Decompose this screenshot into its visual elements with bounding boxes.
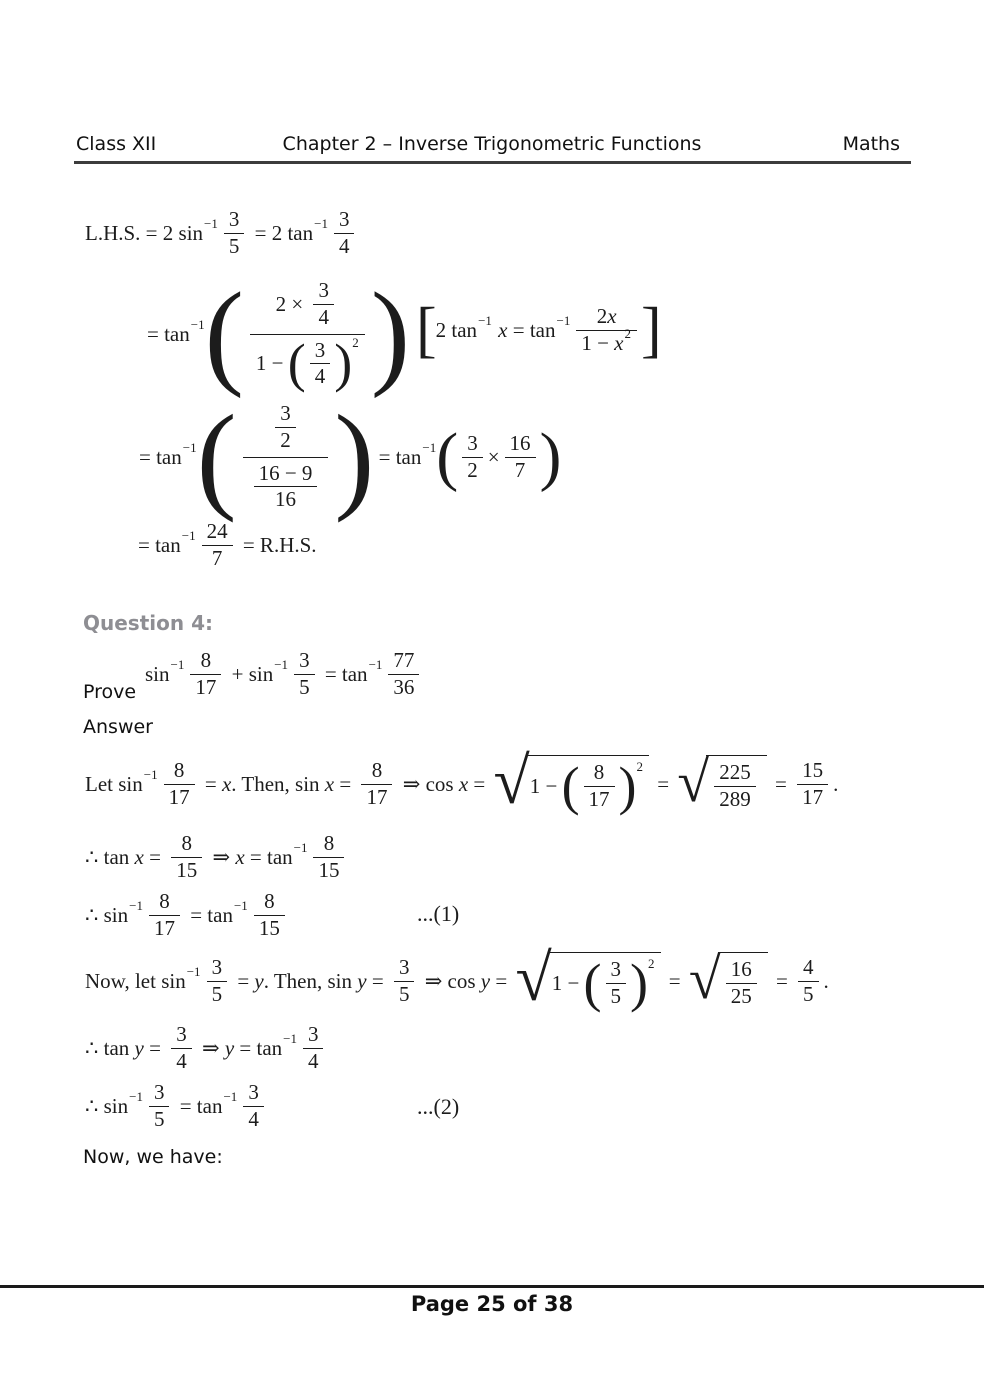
fraction-denominator: 7: [505, 457, 536, 484]
solution-line-5: [85, 1021, 328, 1075]
fraction-numerator: 3: [314, 337, 326, 362]
fraction: [164, 758, 195, 810]
fraction-denominator: 17: [164, 784, 195, 811]
fraction: [576, 304, 637, 356]
fraction-denominator: 4: [313, 304, 334, 331]
fraction-denominator: 4: [334, 233, 355, 260]
fraction-denominator: [243, 457, 329, 516]
math-text: .: [823, 968, 829, 993]
math-text: ⇒ cos: [419, 968, 481, 993]
fraction: [243, 398, 329, 515]
fraction: [462, 431, 483, 483]
fraction-denominator: 5: [207, 981, 228, 1008]
paren-close-icon: ): [618, 756, 637, 817]
fraction-numerator: [250, 275, 365, 333]
math-variable: x: [614, 330, 624, 355]
fraction-numerator: 4: [803, 954, 814, 979]
fraction: [303, 1022, 324, 1074]
fraction: [361, 758, 392, 810]
fraction-denominator: 5: [798, 981, 819, 1008]
radicand: [706, 755, 767, 812]
answer-label: Answer: [83, 716, 153, 738]
math-variable: y: [357, 968, 367, 993]
math-text: ⇒ cos: [397, 771, 459, 796]
math-variable: y: [254, 968, 264, 993]
solution-line-1: [85, 745, 839, 820]
fraction: [171, 1022, 192, 1074]
paren-open-icon: (: [583, 953, 602, 1014]
question-heading: Question 4:: [83, 611, 213, 635]
math-text: ...(1): [417, 901, 460, 926]
math-text: = tan: [184, 902, 233, 927]
fraction-numerator: 24: [206, 518, 228, 543]
fraction-numerator: 3: [228, 206, 240, 231]
math-text: ...(2): [417, 1094, 460, 1119]
paren-open-icon: (: [436, 420, 459, 494]
superscript: −1: [182, 440, 197, 455]
fraction-numerator: 16 − 9: [258, 460, 313, 485]
square-root: [515, 942, 660, 1016]
math-text: . Then, sin: [231, 771, 325, 796]
fraction: [388, 648, 419, 700]
superscript: −1: [143, 767, 158, 782]
fraction-numerator: 8: [371, 757, 383, 782]
page-number: Page 25 of 38: [410, 1292, 574, 1316]
paren-open-icon: (: [561, 756, 580, 817]
math-variable: x: [221, 771, 232, 796]
fraction-denominator: 17: [584, 786, 615, 813]
fraction: [202, 519, 233, 571]
fraction-denominator: 15: [254, 915, 285, 942]
fraction-denominator: 17: [361, 784, 392, 811]
paren-close-icon: ): [539, 420, 562, 494]
math-text: =: [468, 771, 491, 796]
paren-open-icon: (: [204, 267, 244, 399]
bracket-open-icon: [: [416, 295, 437, 364]
solution-line-4: [85, 942, 829, 1017]
fraction-denominator: 17: [797, 784, 828, 811]
math-text: Let sin: [85, 771, 143, 796]
solution-line-3: [85, 887, 290, 943]
fraction: [394, 955, 415, 1007]
paren-open-icon: (: [196, 389, 237, 523]
prove-label: Prove: [83, 681, 137, 703]
equation-rhs: [138, 518, 317, 572]
math-text: ∴ sin: [85, 1093, 129, 1118]
superscript: −1: [556, 313, 571, 328]
fraction-denominator: 36: [388, 674, 419, 701]
superscript: −1: [204, 216, 218, 231]
superscript: −1: [314, 216, 328, 231]
fraction: [171, 831, 202, 883]
math-variable: y: [224, 1035, 235, 1060]
math-text: ⇒: [196, 1035, 225, 1060]
paren-close-icon: ): [630, 953, 648, 1014]
fraction: [505, 431, 536, 483]
math-text: 2: [596, 303, 608, 328]
superscript: −1: [129, 898, 143, 913]
fraction: [310, 338, 331, 390]
fraction-numerator: 3: [280, 401, 291, 426]
math-text: = tan: [373, 444, 422, 469]
footer-rule: [0, 1285, 984, 1288]
equation-reference-1: [417, 899, 459, 929]
superscript: −1: [233, 898, 248, 913]
superscript: −1: [293, 840, 308, 855]
math-text: =: [334, 771, 357, 796]
fraction-denominator: 4: [243, 1106, 264, 1133]
superscript: −1: [478, 313, 492, 328]
superscript: 2: [648, 955, 655, 971]
fraction: [250, 275, 365, 392]
math-text: sin: [145, 661, 170, 686]
fraction: [313, 831, 344, 883]
fraction-numerator: 3: [318, 278, 329, 303]
fraction-denominator: 15: [171, 857, 202, 884]
solution-line-2: [85, 830, 349, 884]
math-variable: y: [134, 1035, 144, 1060]
fraction: [224, 207, 245, 259]
fraction-numerator: 3: [307, 1021, 319, 1046]
fraction-numerator: 8: [200, 647, 212, 672]
math-text: =: [490, 968, 513, 993]
math-text: Now, let sin: [85, 968, 186, 993]
fraction-denominator: 7: [202, 545, 233, 572]
radical-icon: √: [677, 749, 710, 815]
fraction-numerator: 8: [159, 888, 170, 913]
fraction-denominator: 289: [714, 786, 756, 813]
math-text: 2 ×: [275, 291, 309, 316]
fraction: [294, 648, 315, 700]
fraction: [190, 648, 221, 700]
superscript: −1: [170, 657, 185, 672]
radical-icon: √: [515, 942, 552, 1016]
superscript: −1: [223, 1089, 238, 1104]
fraction-numerator: 3: [176, 1021, 187, 1046]
superscript: −1: [181, 528, 196, 543]
math-text: 1 −: [255, 350, 289, 375]
math-text: = tan: [147, 321, 190, 346]
prove-equation: [145, 645, 424, 703]
fraction-numerator: 8: [323, 830, 335, 855]
fraction: [334, 207, 355, 259]
header-chapter-title: Chapter 2 – Inverse Trigonometric Functions: [282, 133, 702, 155]
math-text: = tan: [138, 532, 181, 557]
math-text: ∴ tan: [85, 1035, 135, 1060]
math-text: ∴ tan: [85, 844, 135, 869]
math-text: 1 −: [581, 330, 615, 355]
fraction: [254, 889, 285, 941]
solution-line-6: [85, 1078, 269, 1134]
math-text: 2 tan: [435, 317, 478, 342]
fraction: [207, 955, 228, 1007]
fraction-numerator: 8: [593, 760, 605, 785]
fraction-numerator: 3: [248, 1079, 259, 1104]
superscript: −1: [274, 657, 289, 672]
superscript: −1: [422, 440, 437, 455]
header-class: Class XII: [76, 133, 157, 155]
math-text: = tan: [507, 317, 556, 342]
fraction-denominator: 5: [149, 1106, 170, 1133]
superscript: −1: [186, 964, 201, 979]
square-root: [493, 745, 649, 819]
fraction-numerator: [243, 398, 329, 456]
math-text: =: [143, 844, 167, 869]
math-variable: y: [480, 968, 491, 993]
math-variable: x: [492, 317, 508, 342]
paren-close-icon: ): [370, 267, 410, 399]
radicand: [527, 755, 649, 817]
superscript: −1: [283, 1031, 297, 1046]
fraction-denominator: [576, 325, 637, 357]
superscript: −1: [368, 657, 383, 672]
fraction-denominator: 5: [294, 674, 315, 701]
math-text: .: [833, 771, 839, 796]
math-text: =: [366, 968, 389, 993]
fraction: [798, 955, 819, 1007]
superscript: −1: [190, 317, 205, 332]
fraction: [254, 461, 318, 513]
fraction-numerator: 8: [181, 830, 192, 855]
fraction-denominator: 16: [254, 486, 318, 513]
math-text: = tan: [139, 444, 182, 469]
math-text: + sin: [226, 661, 274, 686]
math-variable: x: [324, 771, 335, 796]
paren-open-icon: (: [287, 333, 306, 394]
math-text: = tan: [244, 844, 293, 869]
fraction-numerator: 3: [338, 206, 350, 231]
fraction-denominator: 25: [726, 983, 757, 1010]
fraction: [726, 957, 757, 1009]
math-text: ⇒: [207, 844, 236, 869]
math-text: =: [652, 771, 675, 796]
math-variable: x: [607, 303, 617, 328]
math-text: ∴ sin: [85, 902, 129, 927]
fraction-numerator: 8: [173, 757, 185, 782]
equation-reference-2: [417, 1092, 459, 1122]
square-root: [688, 946, 768, 1012]
fraction: [313, 278, 334, 330]
radical-icon: √: [493, 745, 530, 819]
math-text: =: [232, 968, 255, 993]
superscript: 2: [636, 758, 644, 774]
math-text: = tan: [174, 1093, 223, 1118]
math-text: = 2 tan: [249, 220, 314, 245]
multiply-sign: ×: [487, 444, 500, 469]
fraction-denominator: 17: [149, 915, 180, 942]
fraction-denominator: 5: [606, 983, 627, 1010]
fraction-denominator: 4: [171, 1048, 192, 1075]
superscript: 2: [624, 325, 631, 341]
math-variable: x: [235, 844, 245, 869]
now-we-have-label: Now, we have:: [83, 1146, 223, 1168]
fraction-denominator: 4: [303, 1048, 324, 1075]
math-text: 1 −: [551, 971, 585, 995]
fraction-denominator: 5: [394, 981, 415, 1008]
fraction-denominator: 5: [224, 233, 245, 260]
superscript: −1: [129, 1089, 143, 1104]
paren-close-icon: ): [334, 333, 353, 394]
equation-lhs: [85, 205, 359, 261]
fraction: [243, 1080, 264, 1132]
fraction-denominator: 17: [190, 674, 221, 701]
math-text: = R.H.S.: [237, 532, 317, 557]
radicand: [718, 952, 768, 1009]
math-variable: x: [458, 771, 469, 796]
fraction: [275, 401, 296, 453]
fraction: [149, 889, 180, 941]
fraction-numerator: 16: [730, 957, 752, 982]
math-text: 1 −: [529, 774, 563, 798]
fraction: [797, 758, 828, 810]
fraction-numerator: 3: [610, 957, 622, 982]
fraction: [606, 957, 627, 1009]
fraction: [149, 1080, 170, 1132]
math-text: L.H.S. = 2 sin: [85, 220, 204, 245]
fraction-numerator: 225: [719, 760, 751, 785]
fraction: [714, 760, 756, 812]
math-text: = tan: [319, 661, 368, 686]
fraction-denominator: 2: [275, 427, 296, 454]
paren-close-icon: ): [334, 389, 375, 523]
radicand: [549, 952, 661, 1014]
math-text: =: [143, 1035, 167, 1060]
header-rule: [74, 161, 911, 164]
math-text: =: [770, 968, 794, 993]
fraction: [584, 760, 615, 812]
fraction-numerator: 8: [264, 888, 275, 913]
superscript: 2: [352, 335, 359, 351]
math-text: . Then, sin: [263, 968, 358, 993]
math-variable: x: [134, 844, 144, 869]
fraction-numerator: 3: [398, 954, 410, 979]
math-text: =: [199, 771, 222, 796]
square-root: [677, 749, 766, 815]
fraction-numerator: 3: [153, 1079, 165, 1104]
fraction-numerator: 16: [509, 430, 531, 455]
bracket-close-icon: ]: [641, 295, 662, 364]
fraction-denominator: 2: [462, 457, 483, 484]
fraction-numerator: 3: [211, 954, 223, 979]
math-text: = tan: [234, 1035, 283, 1060]
fraction-denominator: 15: [313, 857, 344, 884]
fraction-denominator: 4: [310, 363, 331, 390]
fraction-numerator: 3: [299, 647, 310, 672]
equation-step-3: [139, 389, 562, 523]
identity-note: [416, 295, 662, 364]
math-text: =: [663, 968, 686, 993]
header-subject: Maths: [842, 133, 900, 155]
fraction-numerator: 3: [467, 430, 478, 455]
radical-icon: √: [688, 946, 721, 1012]
fraction-numerator: 77: [393, 647, 415, 672]
equation-step-2: [147, 268, 409, 400]
fraction-denominator: [250, 334, 365, 393]
math-text: =: [769, 771, 793, 796]
fraction-numerator: 15: [802, 757, 824, 782]
